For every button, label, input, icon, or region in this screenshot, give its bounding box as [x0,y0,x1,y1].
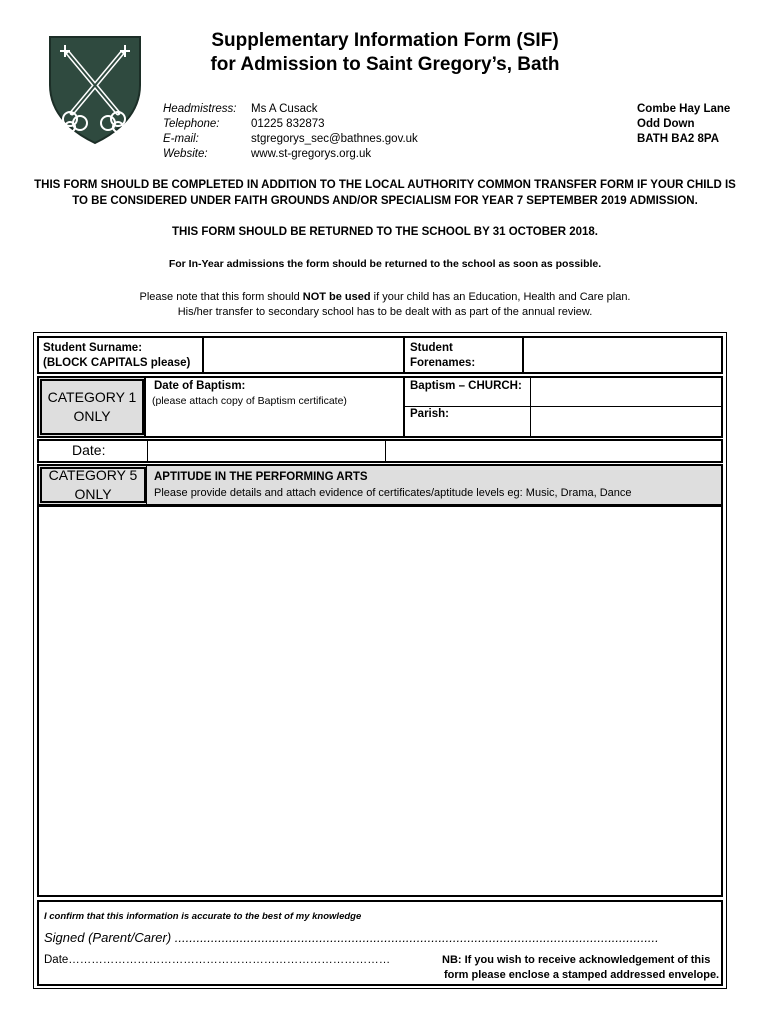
category1-label [40,388,144,426]
date-signature-line[interactable]: Date………………………………………………………………………… [44,954,391,966]
baptism-date-hint: (please attach copy of Baptism certificate) [152,395,347,407]
contact-label: Website: [163,148,208,160]
email-value: stgregorys_sec@bathnes.gov.uk [251,133,418,145]
aptitude-title: APTITUDE IN THE PERFORMING ARTS [154,471,368,483]
contact-block [163,102,418,162]
signed-line[interactable]: Signed (Parent/Carer) ...................................................................................................................................... [44,930,659,945]
date-label: Date: [72,442,106,458]
ehc-line2: His/her transfer to secondary school has to be dealt with as part of the annual review. [177,306,593,318]
surname-label [43,341,190,371]
baptism-date-field[interactable] [152,409,400,435]
category5-line: CATEGORY 5 [48,467,138,483]
address-line: BATH BA2 8PA [637,133,719,145]
form-subtitle: for Admission to Saint Gregory’s, Bath [210,54,560,75]
contact-label: Telephone: [163,118,220,130]
baptism-church-field[interactable] [534,379,720,405]
website-value: www.st-gregorys.org.uk [251,148,372,160]
nb-line: form please enclose a stamped addressed envelope. [444,969,720,981]
category5-line: ONLY [74,486,112,502]
telephone-value: 01225 832873 [251,118,325,130]
parish-label: Parish: [410,408,449,420]
form-outer-border [33,332,727,989]
surname-label-line: Student Surname: [43,342,143,354]
baptism-church-label: Baptism – CHURCH: [410,380,522,392]
category1-line: CATEGORY 1 [47,389,137,405]
baptism-date-label: Date of Baptism: [154,380,246,392]
forenames-label [410,341,475,371]
category5-label [40,466,146,504]
forenames-field[interactable] [526,339,720,371]
category1-line: ONLY [73,408,111,424]
confirm-text: I confirm that this information is accurate to the best of my knowledge [44,911,362,922]
contact-label: Headmistress: [163,103,237,115]
date-field-2[interactable] [389,441,719,461]
forenames-label-line: Student [410,342,453,354]
notice-in-year: For In-Year admissions the form should be returned to the school as soon as possible. [168,258,602,270]
ehc-text: Please note that this form should [139,291,303,303]
notice-line: TO BE CONSIDERED UNDER FAITH GROUNDS AND/OR SPECIALISM FOR YEAR 7 SEPTEMBER 2019 ADMISSION. [72,194,698,207]
surname-field[interactable] [206,339,400,371]
nb-line: NB: If you wish to receive acknowledgement of this [442,954,711,966]
contact-label: E-mail: [163,133,199,145]
parish-field[interactable] [534,409,720,435]
address-line: Odd Down [637,118,695,130]
notice-return-by: THIS FORM SHOULD BE RETURNED TO THE SCHOOL BY 31 OCTOBER 2018. [172,226,598,238]
notice-line: THIS FORM SHOULD BE COMPLETED IN ADDITION TO THE LOCAL AUTHORITY COMMON TRANSFER FORM IF YOUR CHILD IS [34,179,736,191]
notice-faith-grounds [20,178,750,209]
address-block [637,102,730,147]
aptitude-hint: Please provide details and attach evidence of certificates/aptitude levels eg: Music, Drama, Dance [154,487,632,499]
aptitude-details-area[interactable] [37,505,723,897]
address-line: Combe Hay Lane [637,103,731,115]
ehc-text: if your child has an Education, Health and Care plan. [370,291,631,303]
forenames-label-line: Forenames: [410,357,476,369]
ehc-emphasis: NOT be used [302,291,371,303]
date-field-1[interactable] [150,441,382,461]
nb-note [442,953,719,983]
headmistress-value: Ms A Cusack [251,103,318,115]
surname-label-line: (BLOCK CAPITALS please) [43,357,191,369]
notice-ehc-plan [20,290,750,320]
form-title: Supplementary Information Form (SIF) [211,30,559,51]
